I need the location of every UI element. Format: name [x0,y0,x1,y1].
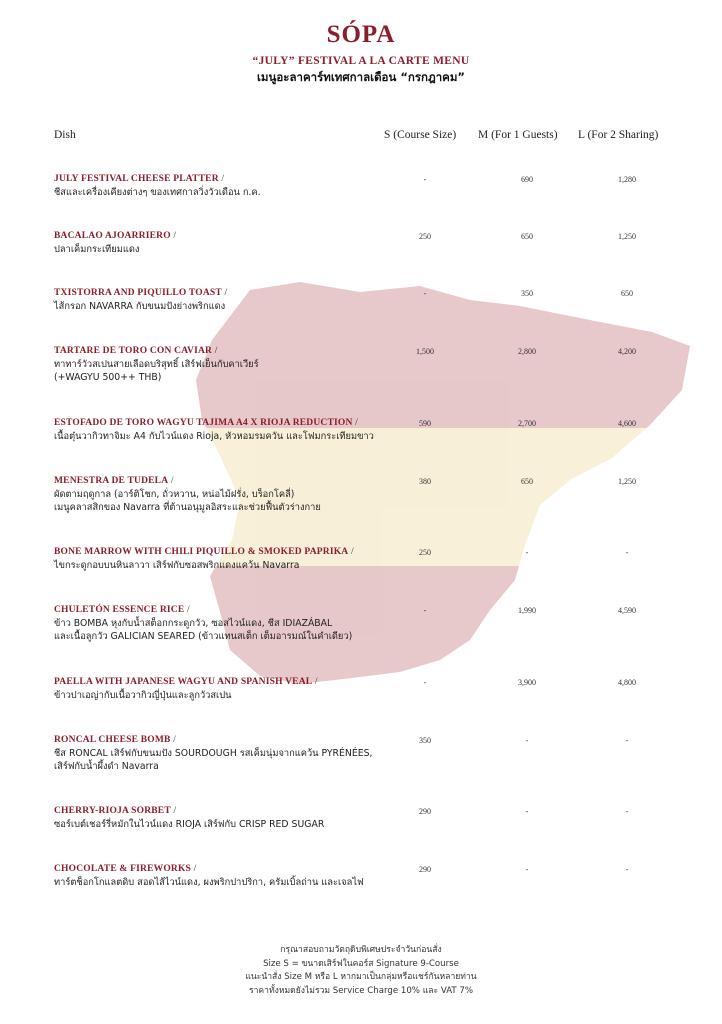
price-s: 380 [419,477,431,486]
menu-item [54,417,704,443]
column-header-dish: Dish [54,129,76,141]
footer-note: ราคาทั้งหมดยังไม่รวม Service Charge 10% และ VAT 7% [248,985,474,996]
item-name: CHERRY-RIOJA SORBET / [54,806,177,816]
price-l: 4,600 [618,419,636,428]
price-m: 650 [521,477,533,486]
item-description: ทาร์ตช็อกโกแลตดิบ สอดไส้ไวน์แดง, ผงพริกปาปริกา, ครัมเบิ้ลถ่าน และเจลไฟ [54,877,364,888]
menu-item [54,287,704,313]
price-l: 4,800 [618,678,636,687]
item-name: TARTARE DE TORO CON CAVIAR / [54,346,218,356]
price-m: 650 [521,232,533,241]
menu-item [54,604,704,643]
price-m: 350 [521,289,533,298]
item-description: ชีสและเครื่องเคียงต่างๆ ของเทศกาลวิ่งวัวเดือน ก.ค. [54,187,261,198]
item-description: ทาทาร์วัวสเปนสายเลือดบริสุทธิ์ เสิร์ฟเย็นกับคาเวียร์ [54,359,259,370]
menu-item [54,230,704,256]
price-l: - [625,807,629,816]
price-m: - [525,807,529,816]
price-m: 3,900 [518,678,536,687]
price-s: - [423,175,427,184]
price-l: - [625,736,629,745]
item-name: BONE MARROW WITH CHILI PIQUILLO & SMOKED PAPRIKA / [54,547,354,557]
item-name: PAELLA WITH JAPANESE WAGYU AND SPANISH VEAL / [54,677,318,687]
item-name: TXISTORRA AND PIQUILLO TOAST / [54,288,228,298]
price-s: 250 [419,232,431,241]
menu-item [54,345,704,384]
menu-item [54,863,704,889]
item-description: ไส้กรอก NAVARRA กับขนมปังย่างพริกแดง [54,301,226,312]
footer-note: แนะนำสั่ง Size M หรือ L หากมาเป็นกลุ่มหรือแชร์กันหลายท่าน [245,972,477,982]
price-m: 2,800 [518,347,536,356]
item-name: RONCAL CHEESE BOMB / [54,735,176,745]
item-description: ปลาเค็มกระเทียมแดง [54,244,140,255]
price-m: 1,990 [518,606,536,615]
item-description-extra: และเนื้อลูกวัว GALICIAN SEARED (ข้าวแทนสเต็ก เต็มอารมณ์ในคำเดียว) [54,631,353,642]
item-name: BACALAO AJOARRIERO / [54,231,177,241]
item-description: ไขกระดูกอบบนหินลาวา เสิร์ฟกับซอสพริกแดงแคว้น Navarra [54,560,300,571]
price-m: - [525,865,529,874]
menu-header [0,18,722,85]
menu-item [54,475,704,514]
menu-item [54,173,704,199]
menu-subtitle-thai: เมนูอะลาคาร์ทเทศกาลเดือน “กรกฎาคม” [257,70,465,84]
price-s: 590 [419,419,431,428]
price-s: 290 [419,807,431,816]
price-m: 2,700 [518,419,536,428]
menu-item [54,676,704,702]
item-name: JULY FESTIVAL CHEESE PLATTER / [54,174,225,184]
item-description-extra: (+WAGYU 500++ THB) [54,372,162,383]
item-description: ชีส RONCAL เสิร์ฟกับขนมปัง SOURDOUGH รสเค็มนุ่มจากแคว้น PYRÉNÉES, [54,748,373,759]
price-s: - [423,289,427,298]
price-l: 4,200 [618,347,636,356]
item-description: ข้าวปาเอญ่ากับเนื้อวากิวญี่ปุ่นและลูกวัวสเปน [54,690,232,701]
menu-subtitle: “JULY” FESTIVAL A LA CARTE MENU [252,55,470,67]
item-description: ข้าว BOMBA หุงกับน้ำสต็อกกระดูกวัว, ซอสไวน์แดง, ชีส IDIAZÁBAL [54,618,333,629]
price-s: 290 [419,865,431,874]
price-l: 1,250 [618,232,636,241]
menu-item [54,734,704,773]
menu-footer-notes [0,944,722,998]
column-header-m: M (For 1 Guests) [478,129,558,141]
brand-title: SÓPA [326,21,396,48]
price-l: 4,590 [618,606,636,615]
footer-note: กรุณาสอบถามวัตถุดิบพิเศษประจำวันก่อนสั่ง [280,945,442,955]
price-l: 650 [621,289,633,298]
price-s: - [423,678,427,687]
item-description: เนื้อตุ๋นวากิวทาจิมะ A4 กับไวน์แดง Rioja, หัวหอมรมควัน และโฟมกระเทียมขาว [54,431,374,442]
price-s: 350 [419,736,431,745]
item-name: MENESTRA DE TUDELA / [54,476,174,486]
price-l: 1,250 [618,477,636,486]
item-name: CHOCOLATE & FIREWORKS / [54,864,197,874]
price-s: 1,500 [416,347,434,356]
price-m: 690 [521,175,533,184]
item-description-extra: เสิร์ฟกับน้ำผึ้งดำ Navarra [54,761,159,772]
price-l: 1,280 [618,175,636,184]
column-header-s: S (Course Size) [384,129,457,141]
price-s: 250 [419,548,431,557]
item-name: ESTOFADO DE TORO WAGYU TAJIMA A4 X RIOJA REDUCTION / [54,418,358,428]
item-name: CHULETÓN ESSENCE RICE / [54,605,190,615]
price-m: - [525,736,529,745]
column-header-l: L (For 2 Sharing) [578,129,659,141]
price-l: - [625,548,629,557]
footer-note: Size S = ขนาดเสิร์ฟในคอร์ส Signature 9-Course [263,958,459,969]
item-description: ซอร์เบต์เชอร์รี่หมักในไวน์แดง RIOJA เสิร์ฟกับ CRISP RED SUGAR [54,819,325,830]
price-s: - [423,606,427,615]
price-m: - [525,548,529,557]
item-description: ผัดตามฤดูกาล (อาร์ติโชก, ถั่วหวาน, หน่อไม้ฝรั่ง, บร็อกโคลี่) [54,489,295,500]
item-description-extra: เมนูคลาสสิกของ Navarra ที่ต้านอนุมูลอิสระและช่วยฟื้นตัวร่างกาย [54,502,321,513]
menu-item [54,805,704,831]
price-l: - [625,865,629,874]
menu-item [54,546,704,572]
